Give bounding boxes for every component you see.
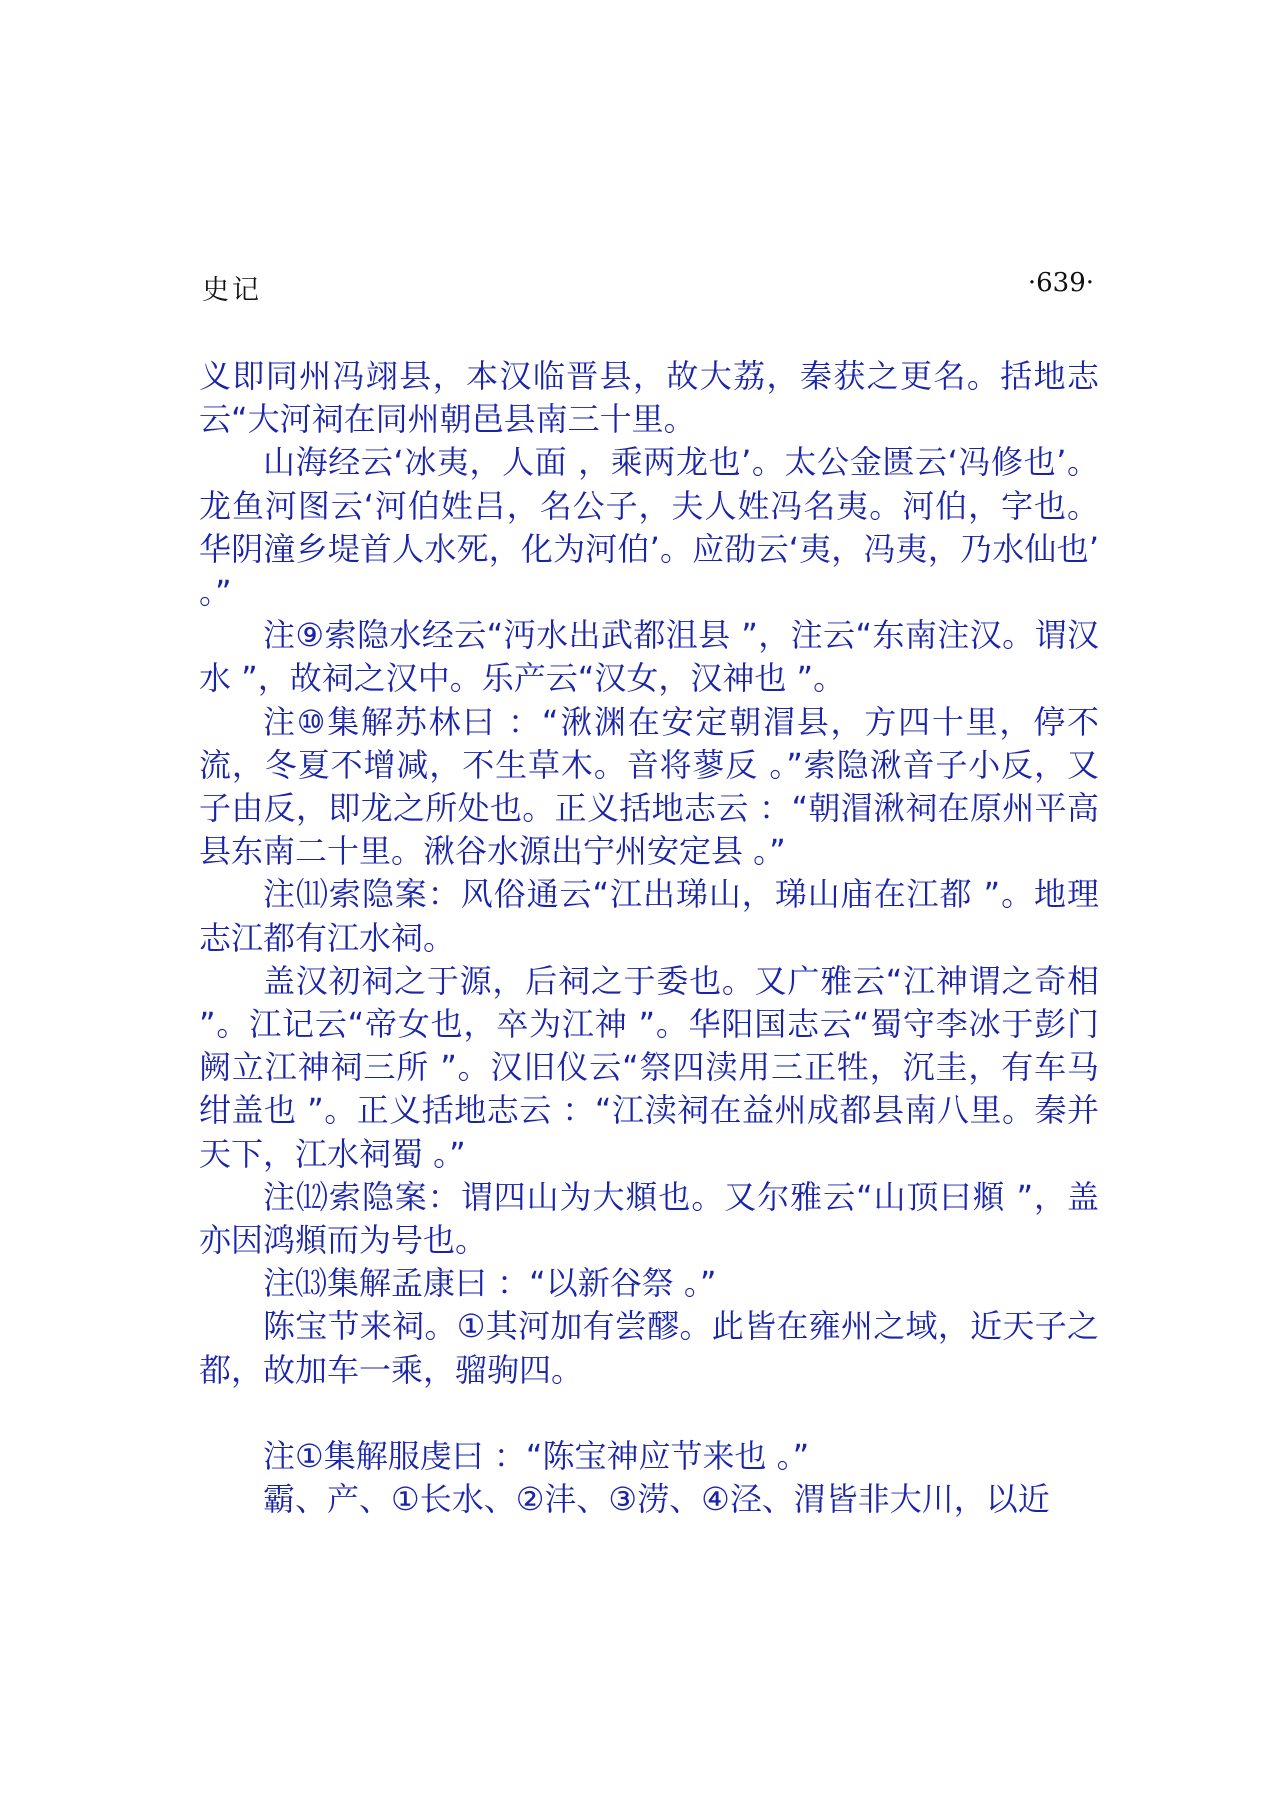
paragraph-5: 注⑾索隐案：风俗通云“江出珶山，珶山庙在江都 ”。地理志江都有江水祠。 [199, 875, 1099, 957]
paragraph-7: 注⑿索隐案：谓四山为大頫也。又尔雅云“山顶曰頫 ”，盖亦因鸿頫而为号也。 [199, 1177, 1099, 1260]
paragraph-1: 义即同州冯翊县，本汉临晋县，故大荔，秦获之更名。括地志云“大河祠在同州朝邑县南三十里。 [199, 357, 1099, 439]
paragraph-2: 山海经云‘冰夷，人面 ，乘两龙也’。太公金匮云‘冯修也’。龙鱼河图云‘河伯姓吕，名公子，夫人姓冯名夷。河伯，字也。华阴潼乡堤首人水死，化为河伯’。应劭云‘夷，冯夷，乃水仙也’ 。” [199, 443, 1099, 612]
page-number: ·639· [1027, 268, 1094, 298]
paragraph-10: 注①集解服虔曰 ：“陈宝神应节来也 。” [263, 1436, 810, 1475]
page-header [202, 268, 1094, 308]
paragraph-11: 霸、产、①长水、②沣、③涝、④泾、渭皆非大川，以近 [263, 1480, 1050, 1519]
page-body [199, 355, 1099, 1521]
paragraph-8: 注⒀集解孟康曰 ：“以新谷祭 。” [263, 1264, 717, 1303]
paragraph-6: 盖汉初祠之于源，后祠之于委也。又广雅云“江神谓之奇相 ”。江记云“帝女也，卒为江神 ”。华阳国志云“蜀守李冰于彭门阙立江神祠三所 ”。汉旧仪云“祭四渎用三正牲，沉圭，有车马绀盖也 ”。正义括地志云 ：“江渎祠在益州成都县南八里。秦并天下，江水祠蜀 。” [199, 961, 1099, 1173]
book-title: 史记 [202, 275, 262, 306]
paragraph-3: 注⑨索隐水经云“沔水出武都沮县 ”，注云“东南注汉。谓汉水 ”，故祠之汉中。乐产云“汉女，汉神也 ”。 [199, 616, 1099, 698]
paragraph-9: 陈宝节来祠。①其河加有尝醪。此皆在雍州之域，近天子之都，故加车一乘，骝驹四。 [199, 1307, 1099, 1389]
paragraph-4: 注⑩集解苏林曰 ：“湫渊在安定朝㴘县，方四十里，停不流，冬夏不增减，不生草木。音将蓼反 。”索隐湫音子小反，又子由反，即龙之所处也。正义括地志云 ：“朝㴘湫祠在原州平高县东南二十里。湫谷水源出宁州安定县 。” [199, 702, 1099, 871]
